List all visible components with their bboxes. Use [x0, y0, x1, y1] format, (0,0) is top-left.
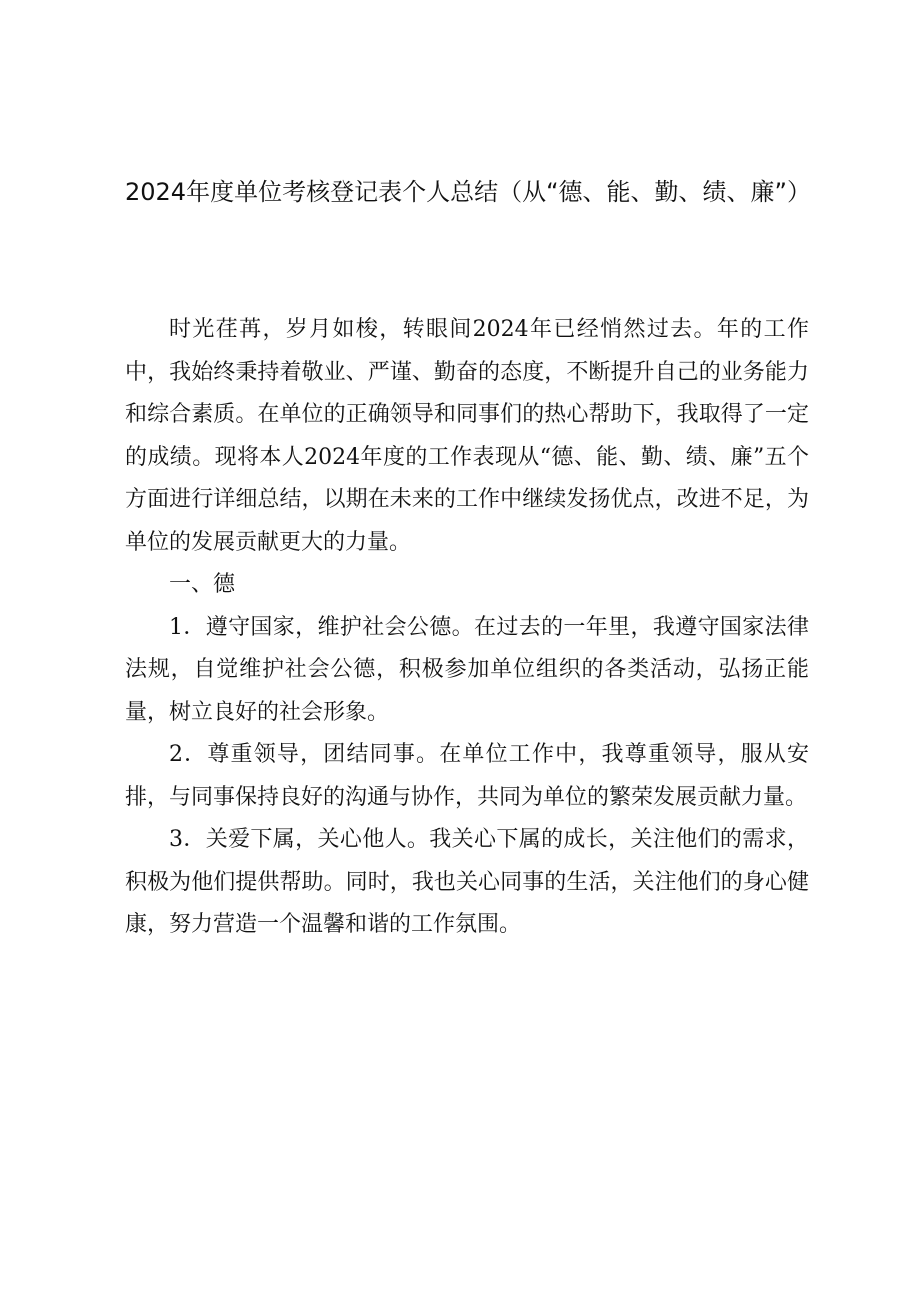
- item-paragraph-1: 1．遵守国家，维护社会公德。在过去的一年里，我遵守国家法律法规，自觉维护社会公德，积极参加单位组织的各类活动，弘扬正能量，树立良好的社会形象。: [125, 614, 809, 725]
- document-title: 2024年度单位考核登记表个人总结（从“德、能、勤、绩、廉”）: [125, 178, 811, 206]
- item-paragraph-3: 3．关爱下属，关心他人。我关心下属的成长，关注他们的需求，积极为他们提供帮助。同时，我也关心同事的生活，关注他们的身心健康，努力营造一个温馨和谐的工作氛围。: [125, 827, 809, 937]
- section-heading-de: 一、德: [169, 572, 236, 597]
- intro-paragraph: 时光荏苒，岁月如梭，转眼间2024年已经悄然过去。年的工作中，我始终秉持着敬业、严谨、勤奋的态度，不断提升自己的业务能力和综合素质。在单位的正确领导和同事们的热心帮助下，我取得了一定的成绩。现将本人2024年度的工作表现从“德、能、勤、绩、廉”五个方面进行详细总结，以期在未来的工作中继续发扬优点，改进不足，为单位的发展贡献更大的力量。: [125, 317, 809, 555]
- item-paragraph-2: 2．尊重领导，团结同事。在单位工作中，我尊重领导，服从安排，与同事保持良好的沟通与协作，共同为单位的繁荣发展贡献力量。: [125, 742, 809, 810]
- document-body: [125, 309, 809, 947]
